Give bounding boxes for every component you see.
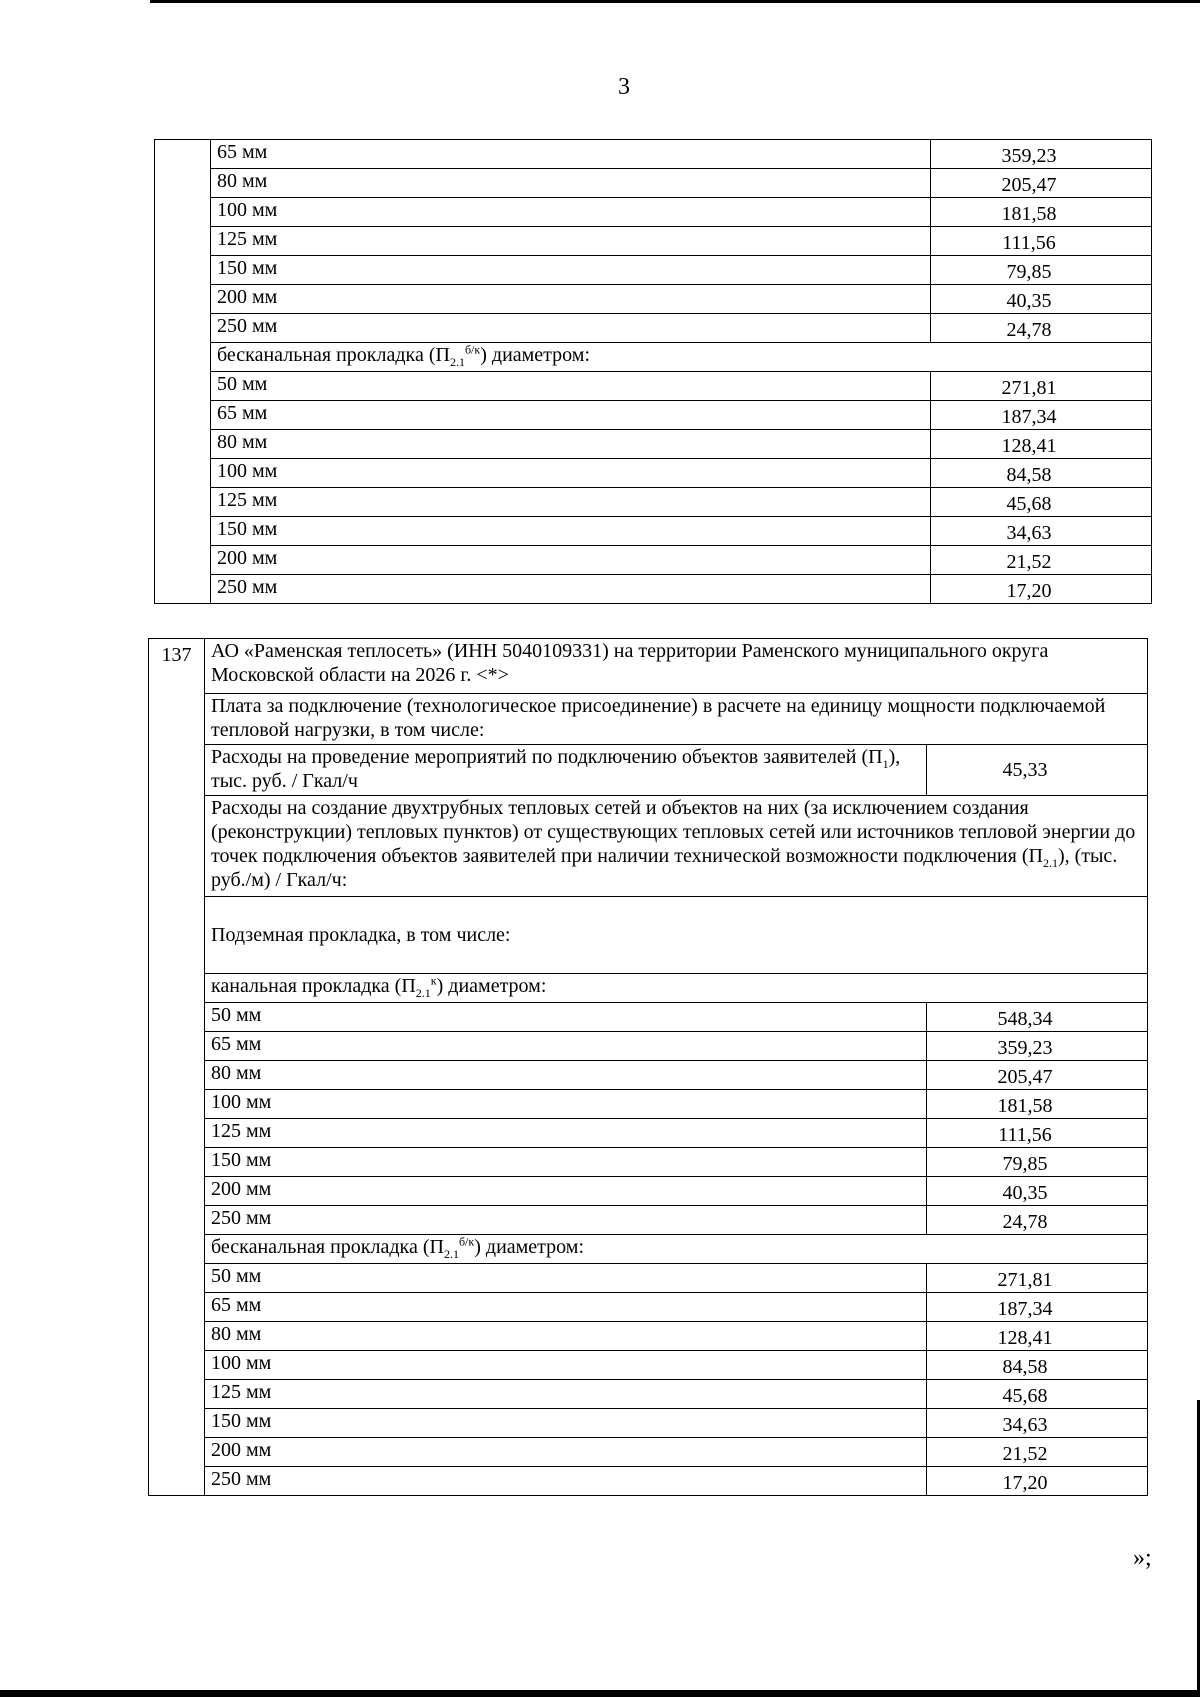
diameter-cell: 150 мм — [205, 1409, 927, 1438]
table-row — [149, 897, 1148, 974]
diameter-cell: 65 мм — [205, 1293, 927, 1322]
fee-heading-cell: Плата за подключение (технологическое присоединение) в расчете на единицу мощности подключаемой тепловой нагрузки, в том числе: — [205, 694, 1148, 745]
table-row — [149, 639, 1148, 694]
table-row — [155, 372, 1152, 401]
diameter-cell: 200 мм — [211, 546, 931, 575]
value-cell: 24,78 — [931, 314, 1152, 343]
table-row — [149, 1032, 1148, 1061]
table-row — [155, 517, 1152, 546]
table-row — [149, 796, 1148, 897]
diameter-cell: 200 мм — [205, 1177, 927, 1206]
table-row — [149, 1119, 1148, 1148]
channel-heading-cell: канальная прокладка $(П_{2.1}^к)$ диаметром: — [205, 974, 1148, 1003]
value-cell: 21,52 — [931, 546, 1152, 575]
table-row — [149, 745, 1148, 796]
tariff-table-continuation — [154, 139, 1152, 604]
p1-value-cell: 45,33 — [927, 745, 1148, 796]
value-cell: 34,63 — [931, 517, 1152, 546]
value-cell: 359,23 — [931, 140, 1152, 169]
diameter-cell: 100 мм — [205, 1351, 927, 1380]
value-cell: 128,41 — [927, 1322, 1148, 1351]
page-number: 3 — [618, 74, 630, 100]
table-row — [155, 314, 1152, 343]
table-row — [149, 1061, 1148, 1090]
table-row — [155, 198, 1152, 227]
value-cell: 187,34 — [927, 1293, 1148, 1322]
table-row — [155, 401, 1152, 430]
value-cell: 34,63 — [927, 1409, 1148, 1438]
channelless-heading: бесканальная прокладка $(П_{2.1}^{б/к})$ диаметром: — [211, 343, 1152, 372]
table-row — [155, 459, 1152, 488]
value-cell: 40,35 — [927, 1177, 1148, 1206]
diameter-cell: 150 мм — [211, 517, 931, 546]
diameter-cell: 250 мм — [211, 575, 931, 604]
value-cell: 359,23 — [927, 1032, 1148, 1061]
diameter-cell: 200 мм — [211, 285, 931, 314]
value-cell: 111,56 — [927, 1119, 1148, 1148]
value-cell: 17,20 — [927, 1467, 1148, 1496]
diameter-cell: 65 мм — [211, 401, 931, 430]
diameter-cell: 80 мм — [205, 1061, 927, 1090]
closing-quote-mark: »; — [1133, 1545, 1152, 1571]
table-row — [149, 1467, 1148, 1496]
tariff-table-entry-137 — [148, 638, 1148, 1496]
diameter-cell: 125 мм — [211, 488, 931, 517]
table-row — [155, 343, 1152, 372]
value-cell: 111,56 — [931, 227, 1152, 256]
diameter-cell: 150 мм — [205, 1148, 927, 1177]
value-cell: 187,34 — [931, 401, 1152, 430]
table-row — [149, 1177, 1148, 1206]
value-cell: 548,34 — [927, 1003, 1148, 1032]
table-row — [149, 694, 1148, 745]
table-row — [155, 575, 1152, 604]
diameter-cell: 125 мм — [211, 227, 931, 256]
table-row — [155, 285, 1152, 314]
diameter-cell: 250 мм — [205, 1467, 927, 1496]
table-row — [149, 1409, 1148, 1438]
diameter-cell: 80 мм — [205, 1322, 927, 1351]
diameter-cell: 50 мм — [205, 1003, 927, 1032]
table-row — [149, 1351, 1148, 1380]
p1-description-cell: Расходы на проведение мероприятий по подключению объектов заявителей $(П_1)$, тыс. руб. / Гкал/ч — [205, 745, 927, 796]
table-row — [155, 169, 1152, 198]
table-row — [155, 140, 1152, 169]
diameter-cell: 125 мм — [205, 1380, 927, 1409]
scan-edge-top — [150, 0, 1200, 3]
diameter-cell: 80 мм — [211, 430, 931, 459]
value-cell: 181,58 — [927, 1090, 1148, 1119]
value-cell: 205,47 — [931, 169, 1152, 198]
table-row — [155, 430, 1152, 459]
table-row — [149, 1322, 1148, 1351]
diameter-cell: 100 мм — [205, 1090, 927, 1119]
underground-heading-cell: Подземная прокладка, в том числе: — [205, 897, 1148, 974]
diameter-cell: 125 мм — [205, 1119, 927, 1148]
table-row — [149, 1090, 1148, 1119]
p21-description-cell: Расходы на создание двухтрубных тепловых сетей и объектов на них (за исключением создания (реконструкции) тепловых пунктов) от существующих тепловых сетей или источников тепловой энергии до точек подключения объектов заявителей при наличии технической возможности подключения $(П_{2.1})$, (тыс. руб./м) / Гкал/ч: — [205, 796, 1148, 897]
diameter-cell: 65 мм — [205, 1032, 927, 1061]
table-row — [149, 1148, 1148, 1177]
value-cell: 79,85 — [927, 1148, 1148, 1177]
value-cell: 84,58 — [931, 459, 1152, 488]
value-cell: 21,52 — [927, 1438, 1148, 1467]
diameter-cell: 50 мм — [205, 1264, 927, 1293]
diameter-cell: 65 мм — [211, 140, 931, 169]
table-row — [155, 546, 1152, 575]
table-row — [149, 1293, 1148, 1322]
value-cell: 40,35 — [931, 285, 1152, 314]
table-row — [149, 1264, 1148, 1293]
table-row — [155, 227, 1152, 256]
value-cell: 45,68 — [927, 1380, 1148, 1409]
value-cell: 271,81 — [927, 1264, 1148, 1293]
table-row — [149, 1003, 1148, 1032]
diameter-cell: 200 мм — [205, 1438, 927, 1467]
value-cell: 84,58 — [927, 1351, 1148, 1380]
table-row — [149, 1235, 1148, 1264]
row-number-cell — [155, 140, 211, 604]
diameter-cell: 150 мм — [211, 256, 931, 285]
value-cell: 45,68 — [931, 488, 1152, 517]
diameter-cell: 80 мм — [211, 169, 931, 198]
value-cell: 181,58 — [931, 198, 1152, 227]
table-row — [149, 974, 1148, 1003]
diameter-cell: 250 мм — [211, 314, 931, 343]
table-row — [149, 1438, 1148, 1467]
value-cell: 205,47 — [927, 1061, 1148, 1090]
channelless-heading-cell: бесканальная прокладка $(П_{2.1}^{б/к})$ диаметром: — [205, 1235, 1148, 1264]
value-cell: 128,41 — [931, 430, 1152, 459]
value-cell: 17,20 — [931, 575, 1152, 604]
organization-cell: АО «Раменская теплосеть» (ИНН 5040109331) на территории Раменского муниципального округа Московской области на 2026 г. <*> — [205, 639, 1148, 694]
entry-number-cell: 137 — [149, 639, 205, 1496]
table-row — [155, 256, 1152, 285]
table-row — [149, 1206, 1148, 1235]
scan-edge-bottom — [0, 1690, 1200, 1697]
diameter-cell: 50 мм — [211, 372, 931, 401]
diameter-cell: 100 мм — [211, 198, 931, 227]
diameter-cell: 100 мм — [211, 459, 931, 488]
value-cell: 24,78 — [927, 1206, 1148, 1235]
table-row — [155, 488, 1152, 517]
value-cell: 79,85 — [931, 256, 1152, 285]
table-row — [149, 1380, 1148, 1409]
value-cell: 271,81 — [931, 372, 1152, 401]
diameter-cell: 250 мм — [205, 1206, 927, 1235]
